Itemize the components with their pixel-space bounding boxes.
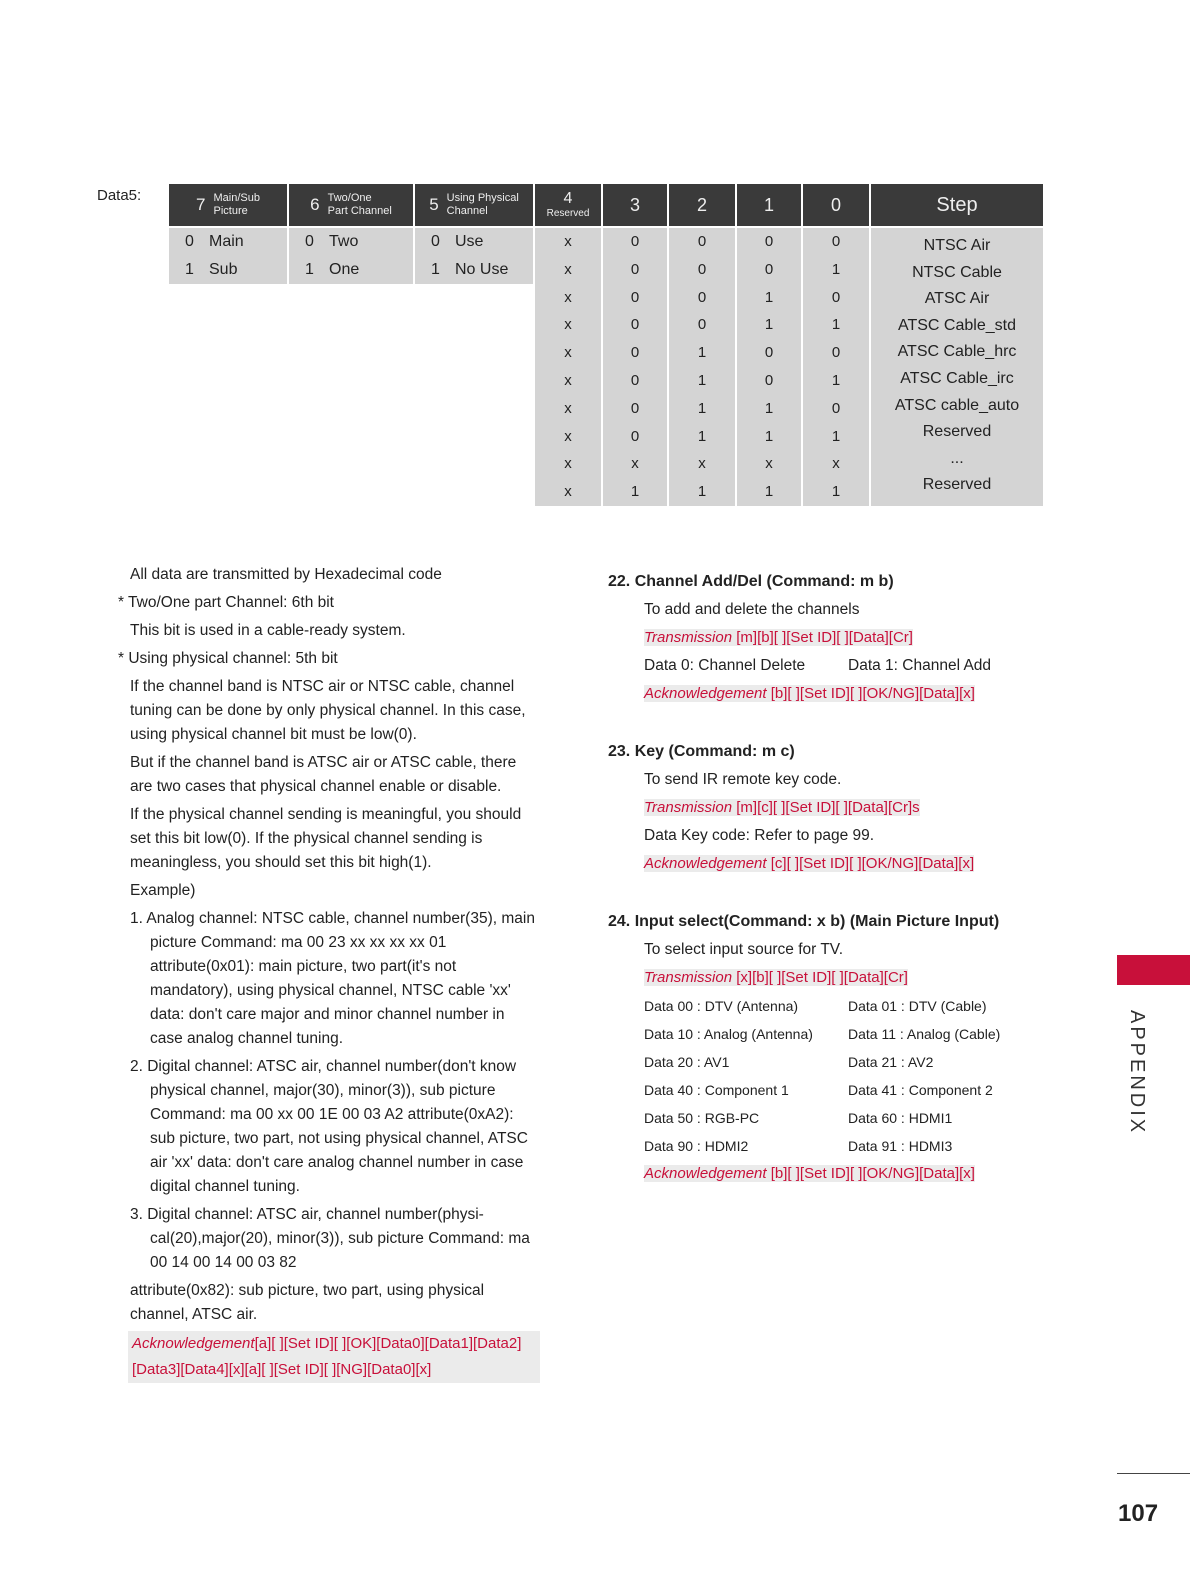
bit4-column: x x x x x x x x x x: [535, 228, 601, 506]
section-24: [608, 908, 1052, 1188]
paragraph: If the physical channel sending is meaningful, you should set this bit low(0). If the physical channel sending is meaningless, you should set this bit high(1).: [130, 806, 522, 871]
data-row: Data 00 : DTV (Antenna) Data 01 : DTV (Cable): [644, 998, 987, 1014]
transmission-line: Transmission [x][b][ ][Set ID][ ][Data][Cr]: [644, 969, 908, 986]
header-step: Step: [871, 184, 1043, 226]
option-row: 1 Sub: [185, 261, 238, 278]
header-bit5: 5 Using Physical Channel: [415, 184, 533, 226]
paragraph: attribute(0x82): sub picture, two part, using physical channel, ATSC air.: [130, 1282, 485, 1323]
section-22: [608, 568, 1052, 708]
header-bit3: 3: [603, 184, 667, 226]
paragraph: This bit is used in a cable-ready system.: [130, 622, 406, 639]
paragraph: * Using physical channel: 5th bit: [118, 650, 338, 667]
left-text-column: [118, 563, 540, 1383]
acknowledgement-line: Acknowledgement [c][ ][Set ID][ ][OK/NG][Data][x]: [644, 855, 975, 872]
section-title: 22. Channel Add/Del (Command: m b): [608, 573, 894, 590]
paragraph: Example): [130, 882, 196, 899]
section-title: 23. Key (Command: m c): [608, 743, 795, 760]
transmission-line: Transmission [m][c][ ][Set ID][ ][Data][Cr]s: [644, 799, 920, 816]
header-bit7: 7 Main/Sub Picture: [169, 184, 287, 226]
section-desc: To select input source for TV.: [644, 941, 844, 958]
data-row: Data 90 : HDMI2 Data 91 : HDMI3: [644, 1138, 953, 1154]
list-item: 1. Analog channel: NTSC cable, channel number(35), main picture Command: ma 00 23 xx xx xx xx 01 attribute(0x01): main picture, two part(it's not mandatory), using physical channel, NTSC cable 'xx' data: don't care major and minor channel number in case analog channel tuning.: [130, 910, 535, 1047]
option-row: 1 No Use: [431, 261, 509, 278]
footer-divider: [1117, 1473, 1190, 1474]
option-row: 1 One: [305, 261, 360, 278]
section-desc: To add and delete the channels: [644, 601, 860, 618]
section-title: 24. Input select(Command: x b) (Main Picture Input): [608, 913, 1000, 930]
list-item: 2. Digital channel: ATSC air, channel number(don't know physical channel, major(30), minor(3)), sub picture Command: ma 00 xx 00 1E 00 03 A2 attribute(0xA2): sub picture, two part, not using physical channel, ATSC air 'xx' data: don't care analog channel number in case digital channel tuning.: [130, 1058, 528, 1195]
example-list: [130, 907, 540, 1275]
option-row: 0 Main: [185, 233, 244, 250]
option-row: 0 Use: [431, 233, 484, 250]
header-bit2: 2: [669, 184, 735, 226]
list-item: 3. Digital channel: ATSC air, channel number(physi-cal(20),major(20), minor(3)), sub picture Command: ma 00 14 00 14 00 03 82: [130, 1206, 530, 1271]
data-row: Data 20 : AV1 Data 21 : AV2: [644, 1054, 934, 1070]
data-row: Data Key code: Refer to page 99.: [644, 827, 875, 844]
transmission-line: Transmission [m][b][ ][Set ID][ ][Data][Cr]: [644, 629, 913, 646]
header-bit4: 4 Reserved: [535, 184, 601, 226]
paragraph: But if the channel band is ATSC air or ATSC cable, there are two cases that physical channel enable or disable.: [130, 754, 517, 795]
bit0-column: 0 1 0 1 0 1 0 1 x 1: [803, 228, 869, 506]
acknowledgement-line: Acknowledgement [b][ ][Set ID][ ][OK/NG][Data][x]: [644, 685, 975, 702]
bit2-column: 0 0 0 0 1 1 1 1 x 1: [669, 228, 735, 506]
acknowledgement-block: Acknowledgement[a][ ][Set ID][ ][OK][Data0][Data1][Data2][Data3][Data4][x][a][ ][Set ID][ ][NG][Data0][x]: [128, 1331, 540, 1383]
data-row: Data 10 : Analog (Antenna) Data 11 : Analog (Cable): [644, 1026, 1001, 1042]
option-row: 0 Two: [305, 233, 359, 250]
page-number: 107: [1118, 1500, 1159, 1527]
bit6-options: [289, 228, 413, 284]
header-bit6: 6 Two/One Part Channel: [289, 184, 413, 226]
bit5-options: [415, 228, 533, 284]
bit3-column: 0 0 0 0 0 0 0 0 x 1: [603, 228, 667, 506]
paragraph: All data are transmitted by Hexadecimal code: [130, 566, 442, 583]
header-bit0: 0: [803, 184, 869, 226]
data-row: Data 40 : Component 1 Data 41 : Component 2: [644, 1082, 993, 1098]
acknowledgement-line: Acknowledgement [b][ ][Set ID][ ][OK/NG][Data][x]: [644, 1165, 975, 1182]
bit1-column: 0 0 1 1 0 0 1 1 x 1: [737, 228, 801, 506]
step-column: NTSC Air NTSC Cable ATSC Air ATSC Cable_std ATSC Cable_hrc ATSC Cable_irc ATSC cable_auto Reserved ... Reserved: [871, 228, 1043, 506]
header-bit1: 1: [737, 184, 801, 226]
data-row: Data 0: Channel Delete Data 1: Channel Add: [644, 657, 992, 674]
data-row: Data 50 : RGB-PC Data 60 : HDMI1: [644, 1110, 953, 1126]
appendix-tab-marker: [1117, 955, 1190, 985]
bit7-options: [169, 228, 287, 284]
section-23: [608, 738, 1052, 878]
paragraph: If the channel band is NTSC air or NTSC cable, channel tuning can be done by only physical channel. In this case, using physical channel bit must be low(0).: [130, 678, 526, 743]
data5-label: Data5:: [97, 187, 142, 204]
appendix-side-label: APPENDIX: [1126, 1010, 1148, 1136]
section-desc: To send IR remote key code.: [644, 771, 842, 788]
paragraph: * Two/One part Channel: 6th bit: [118, 594, 334, 611]
